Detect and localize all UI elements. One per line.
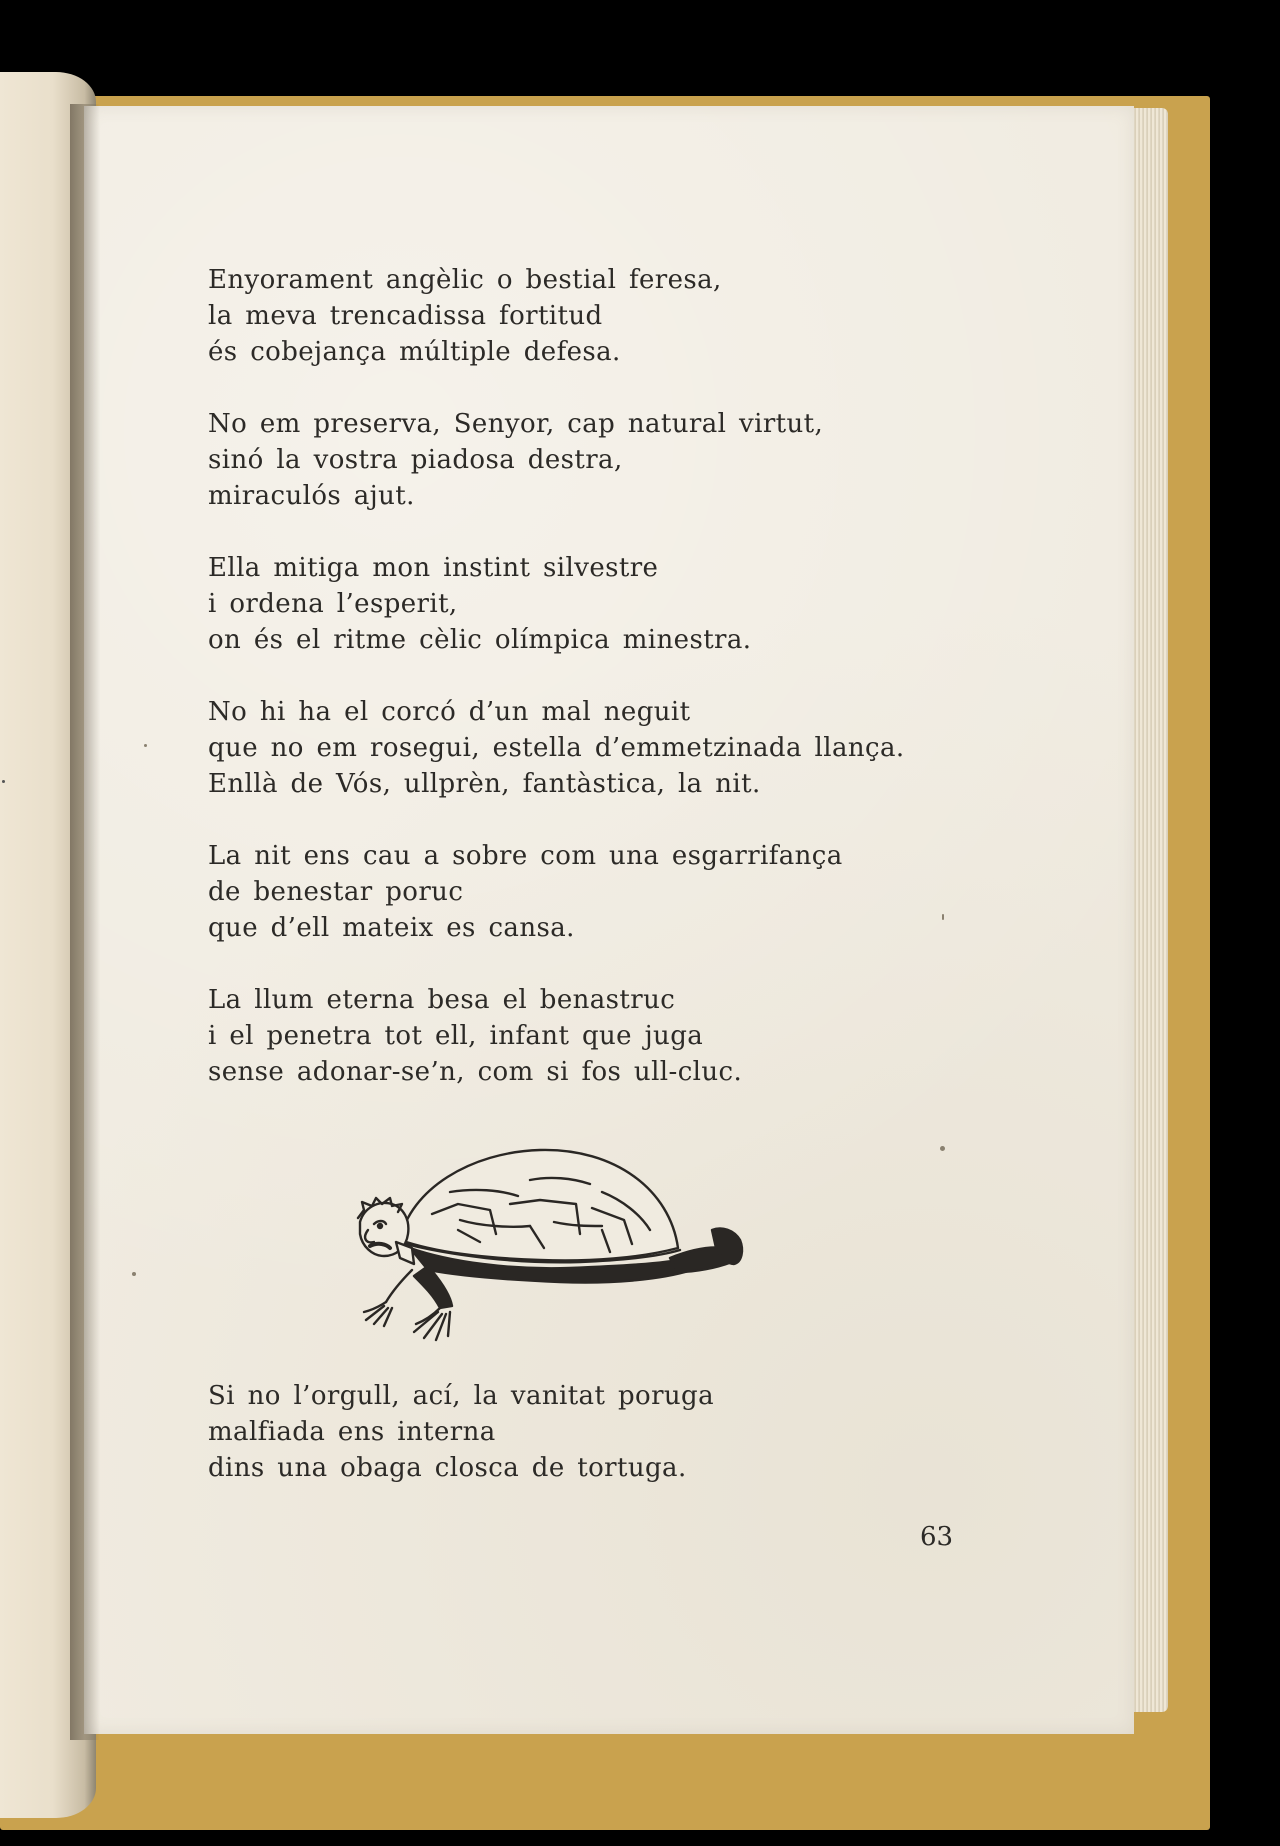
verse-line: que no em rosegui, estella d’emmetzinada llança. [208, 733, 905, 763]
paper-speck [940, 1146, 945, 1151]
verse-line: miraculós ajut. [208, 481, 415, 511]
stanza [208, 982, 1008, 1090]
verse-line: la meva trencadissa fortitud [208, 301, 603, 331]
man-in-tortoise-shell-icon [340, 1130, 750, 1364]
verse-line: sinó la vostra piadosa destra, [208, 445, 623, 475]
page-gutter-shadow [70, 104, 100, 1740]
paper-speck [942, 914, 944, 920]
stanza [208, 406, 1008, 514]
page-number: 63 [920, 1522, 954, 1552]
ink-speck [2, 780, 5, 783]
verse-line: i ordena l’esperit, [208, 589, 458, 619]
verse-line: que d’ell mateix es cansa. [208, 913, 575, 943]
book-page [84, 106, 1134, 1734]
verse-line: i el penetra tot ell, infant que juga [208, 1021, 704, 1051]
verse-line: de benestar poruc [208, 877, 464, 907]
verse-line: Enllà de Vós, ullprèn, fantàstica, la nit. [208, 769, 761, 799]
verse-line: dins una obaga closca de tortuga. [208, 1453, 687, 1483]
verse-line: La llum eterna besa el benastruc [208, 985, 676, 1015]
verse-line: Enyorament angèlic o bestial feresa, [208, 265, 722, 295]
stanza [208, 694, 1008, 802]
paper-speck [132, 1272, 136, 1276]
verse-line: Ella mitiga mon instint silvestre [208, 553, 659, 583]
poem-final-stanza [208, 1378, 1008, 1522]
verse-line: Si no l’orgull, ací, la vanitat poruga [208, 1381, 714, 1411]
verse-line: sense adonar-se’n, com si fos ull-cluc. [208, 1057, 743, 1087]
verse-line: on és el ritme cèlic olímpica minestra. [208, 625, 752, 655]
poem-body [208, 262, 1008, 1126]
stanza [208, 1378, 1008, 1486]
stanza [208, 550, 1008, 658]
stanza [208, 262, 1008, 370]
paper-speck [144, 744, 147, 747]
verse-line: No hi ha el corcó d’un mal neguit [208, 697, 691, 727]
verse-line: és cobejança múltiple defesa. [208, 337, 621, 367]
stanza [208, 838, 1008, 946]
page-block-edges [1128, 108, 1168, 1712]
verse-line: La nit ens cau a sobre com una esgarrifança [208, 841, 843, 871]
verse-line: malfiada ens interna [208, 1417, 496, 1447]
verse-line: No em preserva, Senyor, cap natural virtut, [208, 409, 824, 439]
